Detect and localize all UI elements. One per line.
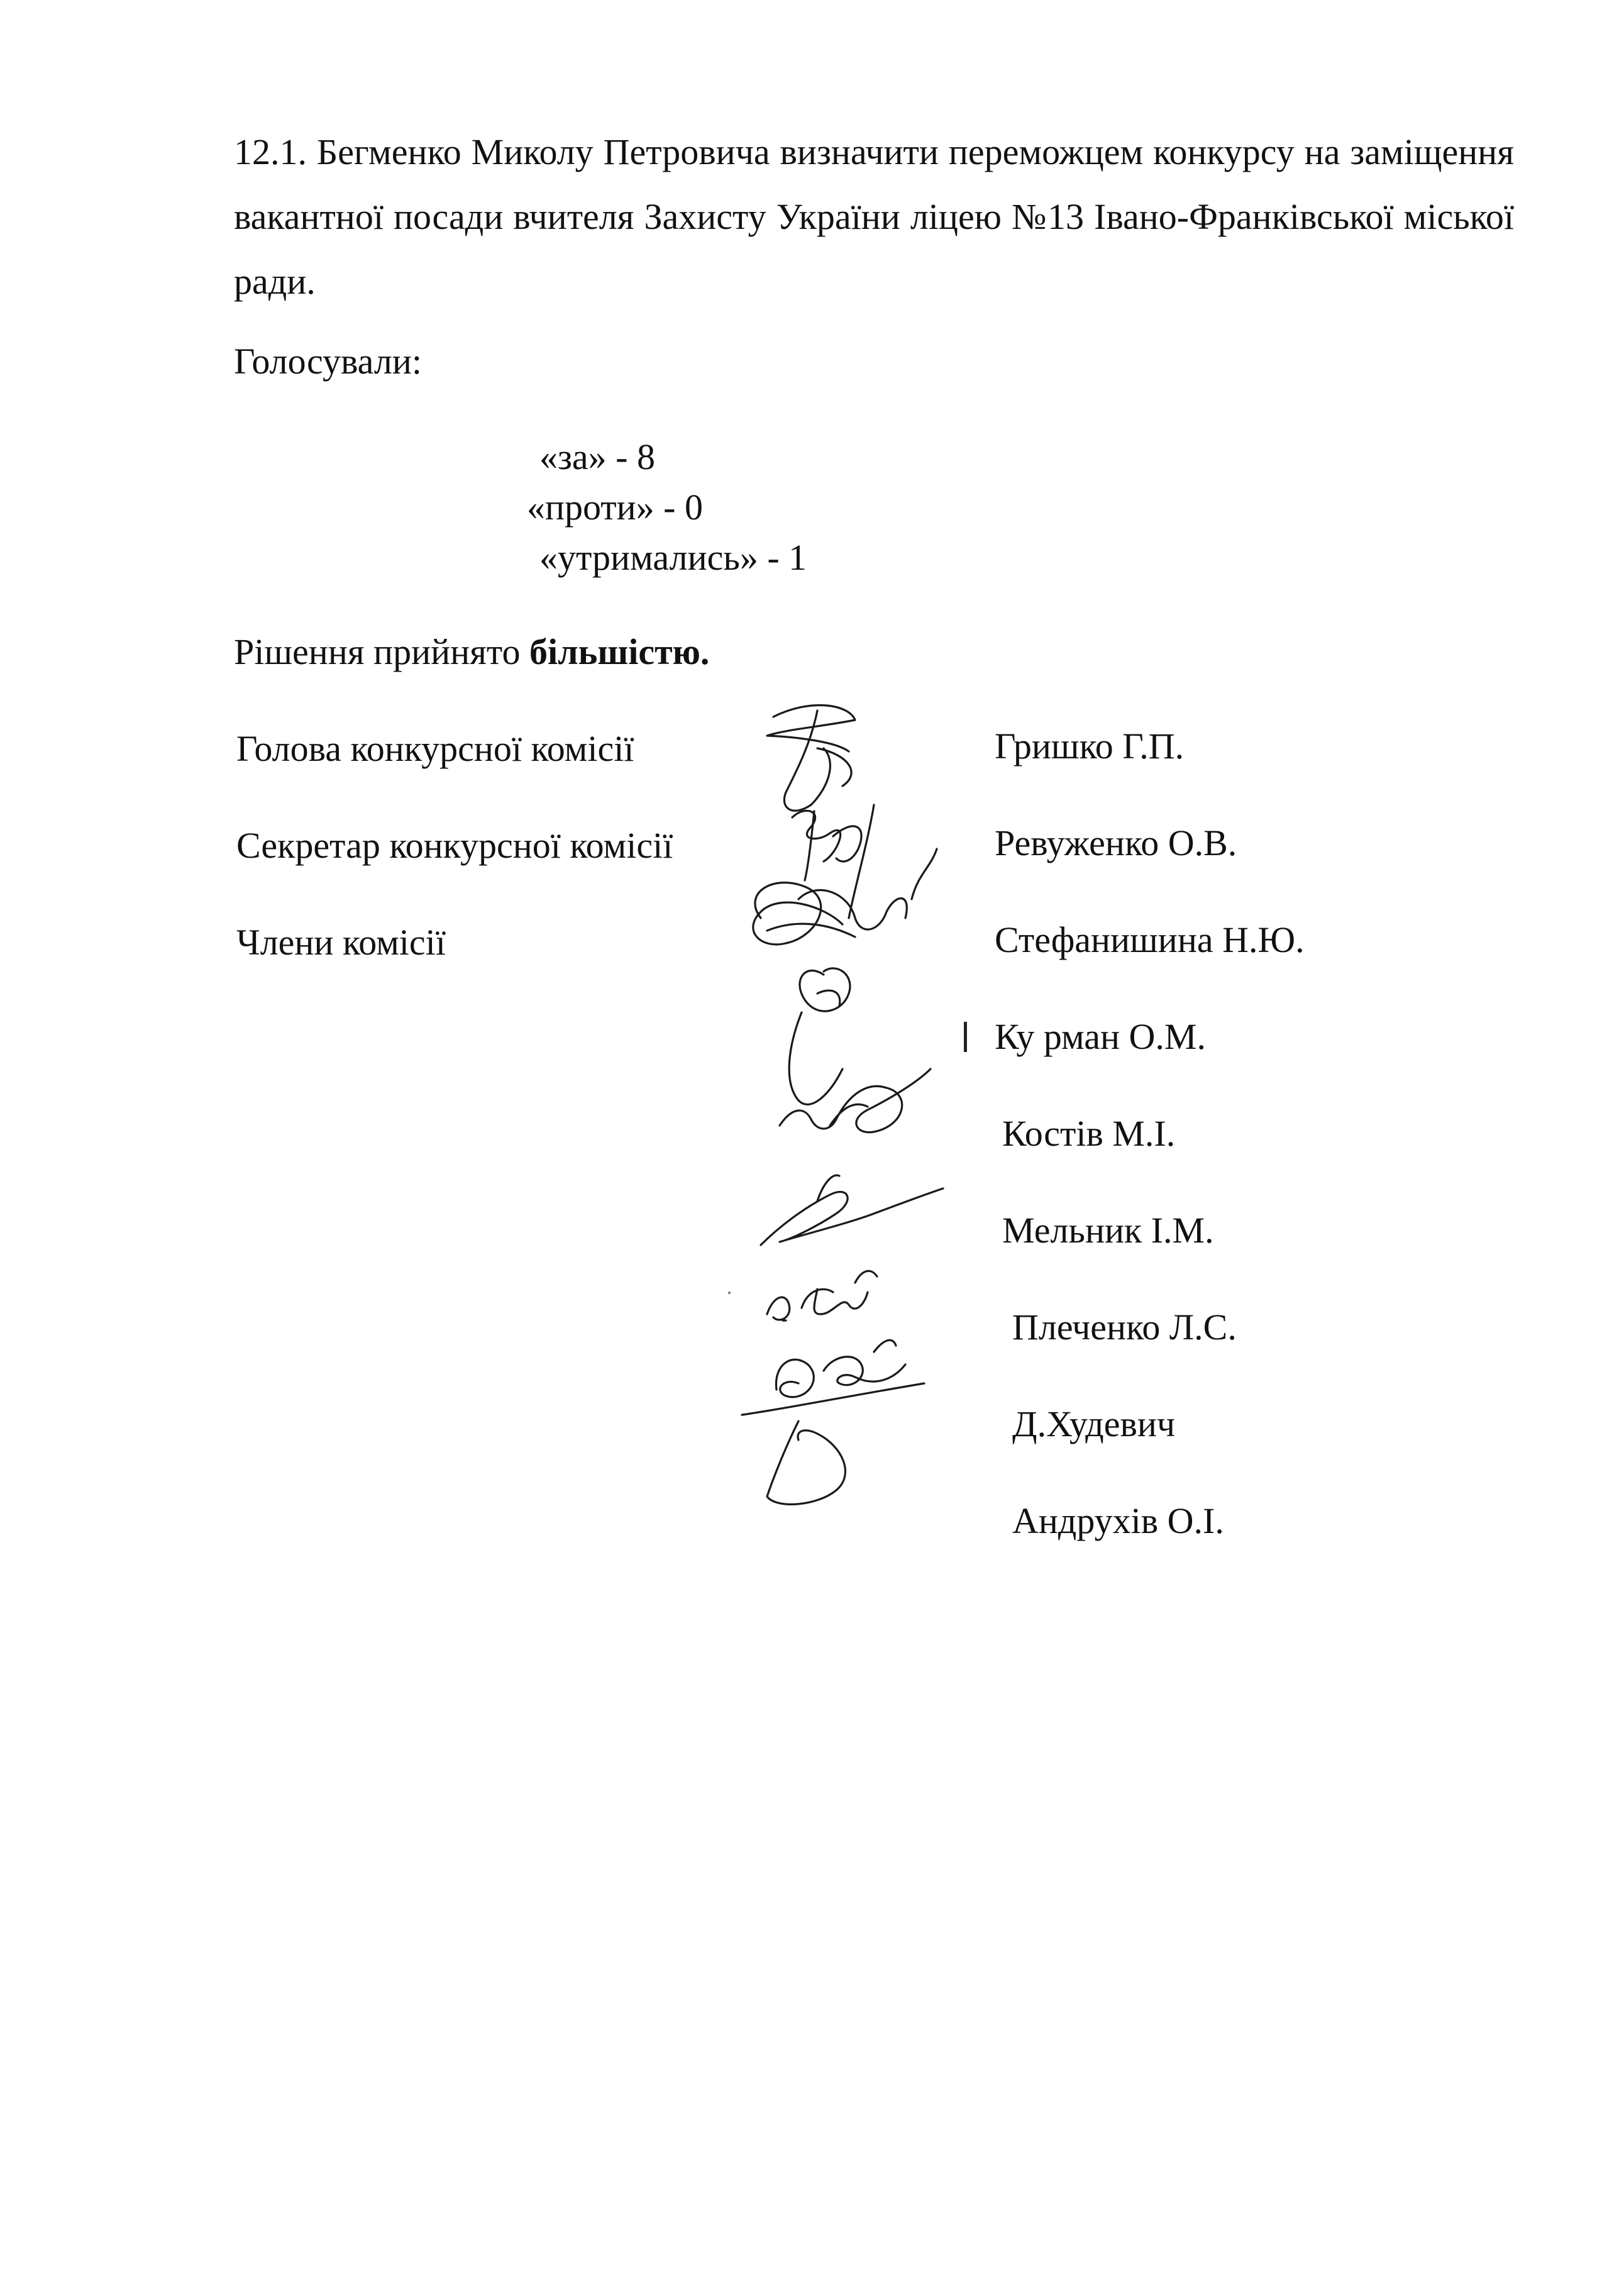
signature-member-2 bbox=[789, 968, 850, 1104]
member-name: Ку рман О.М. bbox=[995, 1016, 1206, 1057]
voted-label: Голосували: bbox=[234, 341, 423, 382]
signature-secretary bbox=[792, 805, 874, 918]
signature-member-6 bbox=[742, 1340, 924, 1415]
signature-member-4 bbox=[761, 1175, 943, 1245]
signature-member-3 bbox=[780, 1069, 931, 1132]
member-name: Стефанишина Н.Ю. bbox=[995, 919, 1305, 960]
member-name: Д.Худевич bbox=[1012, 1403, 1176, 1444]
member-name: Ревуженко О.В. bbox=[995, 822, 1237, 863]
member-name: Костів М.І. bbox=[1002, 1113, 1176, 1154]
decision-prefix: Рішення прийнято bbox=[234, 631, 529, 672]
vote-abstained: «утримались» - 1 bbox=[539, 537, 807, 578]
role-chair: Голова конкурсної комісії bbox=[236, 728, 634, 769]
member-name: Плеченко Л.С. bbox=[1012, 1307, 1237, 1348]
vote-for: «за» - 8 bbox=[539, 436, 655, 477]
signature-chair bbox=[767, 705, 855, 811]
signature-member-5 bbox=[767, 1271, 877, 1320]
signature-member-1 bbox=[753, 849, 937, 944]
role-members: Члени комісії bbox=[236, 922, 446, 963]
vote-against: «проти» - 0 bbox=[527, 487, 703, 528]
signature-member-7 bbox=[767, 1421, 845, 1504]
role-secretary: Секретар конкурсної комісії bbox=[236, 825, 673, 866]
member-name: Мельник І.М. bbox=[1002, 1210, 1214, 1251]
member-name: Гришко Г.П. bbox=[995, 726, 1185, 767]
decision-paragraph: 12.1. Бегменко Миколу Петровича визначити переможцем конкурсу на заміщення вакантної посади вчителя Захисту України ліцею №13 Івано-Франківської міської ради. bbox=[234, 131, 1514, 302]
signatures-graphic bbox=[723, 692, 1006, 1572]
decision-majority: більшістю. bbox=[529, 631, 710, 672]
decision-result bbox=[234, 630, 709, 674]
member-name: Андрухів О.І. bbox=[1012, 1500, 1224, 1541]
